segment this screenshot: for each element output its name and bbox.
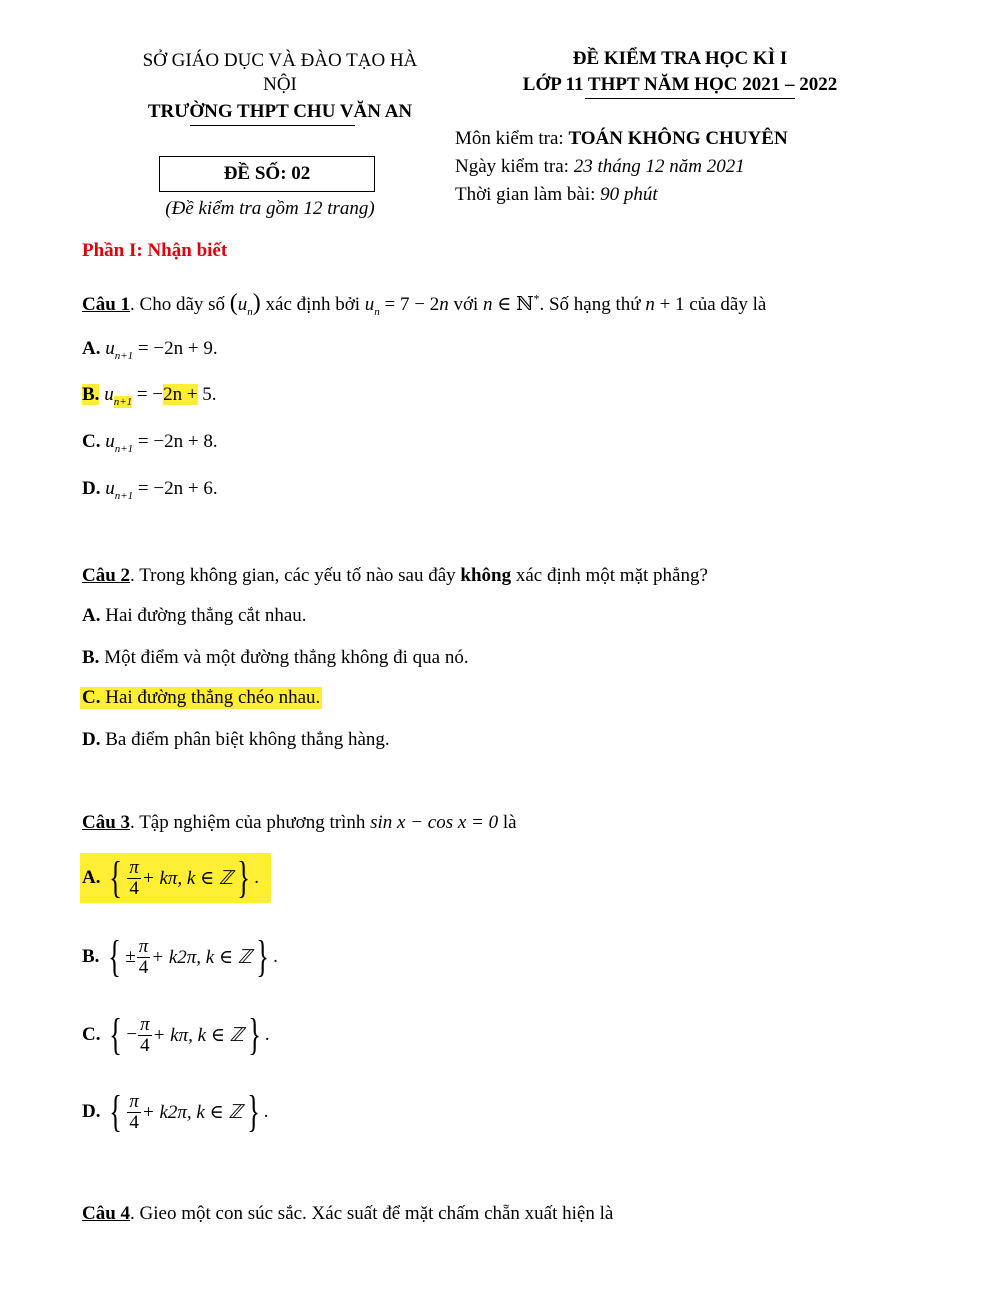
q2-option-a: A. Hai đường thẳng cắt nhau. (82, 605, 307, 626)
school-name: TRƯỜNG THPT CHU VĂN AN (147, 101, 413, 122)
q3-option-a: A. { $\frac{\pi}{4}$ + kπ, k ∈ ℤ } . (80, 853, 271, 903)
subject-value: TOÁN KHÔNG CHUYÊN (568, 128, 788, 149)
question-1-label: Câu 1 (82, 294, 131, 315)
time-line: Thời gian làm bài: 90 phút (455, 184, 658, 205)
q1-option-b: B. $u_{n+1} = -2n + 5$. (82, 384, 217, 408)
school-underline (190, 125, 355, 126)
question-2-label: Câu 2 (82, 565, 131, 586)
q2-option-d: D. Ba điểm phân biệt không thẳng hàng. (82, 729, 390, 750)
subject-line: Môn kiểm tra: TOÁN KHÔNG CHUYÊN (455, 128, 788, 149)
exam-title: ĐỀ KIỂM TRA HỌC KÌ I (572, 48, 788, 69)
exam-class: LỚP 11 THPT NĂM HỌC 2021 – 2022 (522, 74, 838, 95)
q1-option-a: A. $u_{n+1} = -2n + 9$. (82, 338, 218, 362)
question-4-label: Câu 4 (82, 1203, 131, 1224)
exam-code: ĐỀ SỐ: 02 (223, 163, 311, 184)
pages-note: (Đề kiểm tra gồm 12 trang) (165, 198, 375, 219)
date-line: Ngày kiểm tra: 23 tháng 12 năm 2021 (455, 156, 745, 177)
section-title: Phần I: Nhận biết (82, 240, 228, 261)
q3-option-b: B. { ± $\frac{\pi}{4}$ + k2π, k ∈ ℤ } . (82, 932, 278, 981)
q1-option-c: C. $u_{n+1} = -2n + 8$. (82, 431, 218, 455)
q3-option-c: C. { − $\frac{\pi}{4}$ + kπ, k ∈ ℤ } . (82, 1010, 270, 1059)
department-line-2: NỘI (263, 74, 297, 95)
q2-option-c: C. Hai đường thẳng chéo nhau. (82, 687, 321, 708)
question-1: Câu 1. Cho dãy số $(u_n)$ xác định bởi $u_n = 7 - 2n$ với n ∈ ℕ*. Số hạng thứ n + 1 của dãy là (82, 290, 767, 318)
question-2: Câu 2. Trong không gian, các yếu tố nào sau đây không xác định một mặt phẳng? (82, 565, 708, 586)
question-4: Câu 4. Gieo một con súc sắc. Xác suất để mặt chấm chẵn xuất hiện là (82, 1203, 614, 1224)
department-line-1: SỞ GIÁO DỤC VÀ ĐÀO TẠO HÀ (142, 50, 418, 71)
date-value: 23 tháng 12 năm 2021 (573, 156, 745, 177)
q3-option-d: D. { $\frac{\pi}{4}$ + k2π, k ∈ ℤ } . (82, 1087, 269, 1136)
q2-option-b: B. Một điểm và một đường thẳng không đi qua nó. (82, 647, 469, 668)
time-value: 90 phút (600, 184, 658, 205)
question-3: Câu 3. Tập nghiệm của phương trình sin x − cos x = 0 là (82, 812, 517, 833)
q1-option-d: D. $u_{n+1} = -2n + 6$. (82, 478, 218, 502)
q3-equation: sin x − cos x = 0 (370, 812, 499, 833)
exam-underline (585, 98, 795, 99)
q1-option-b-highlight: 2n + (163, 384, 198, 405)
question-3-label: Câu 3 (82, 812, 131, 833)
